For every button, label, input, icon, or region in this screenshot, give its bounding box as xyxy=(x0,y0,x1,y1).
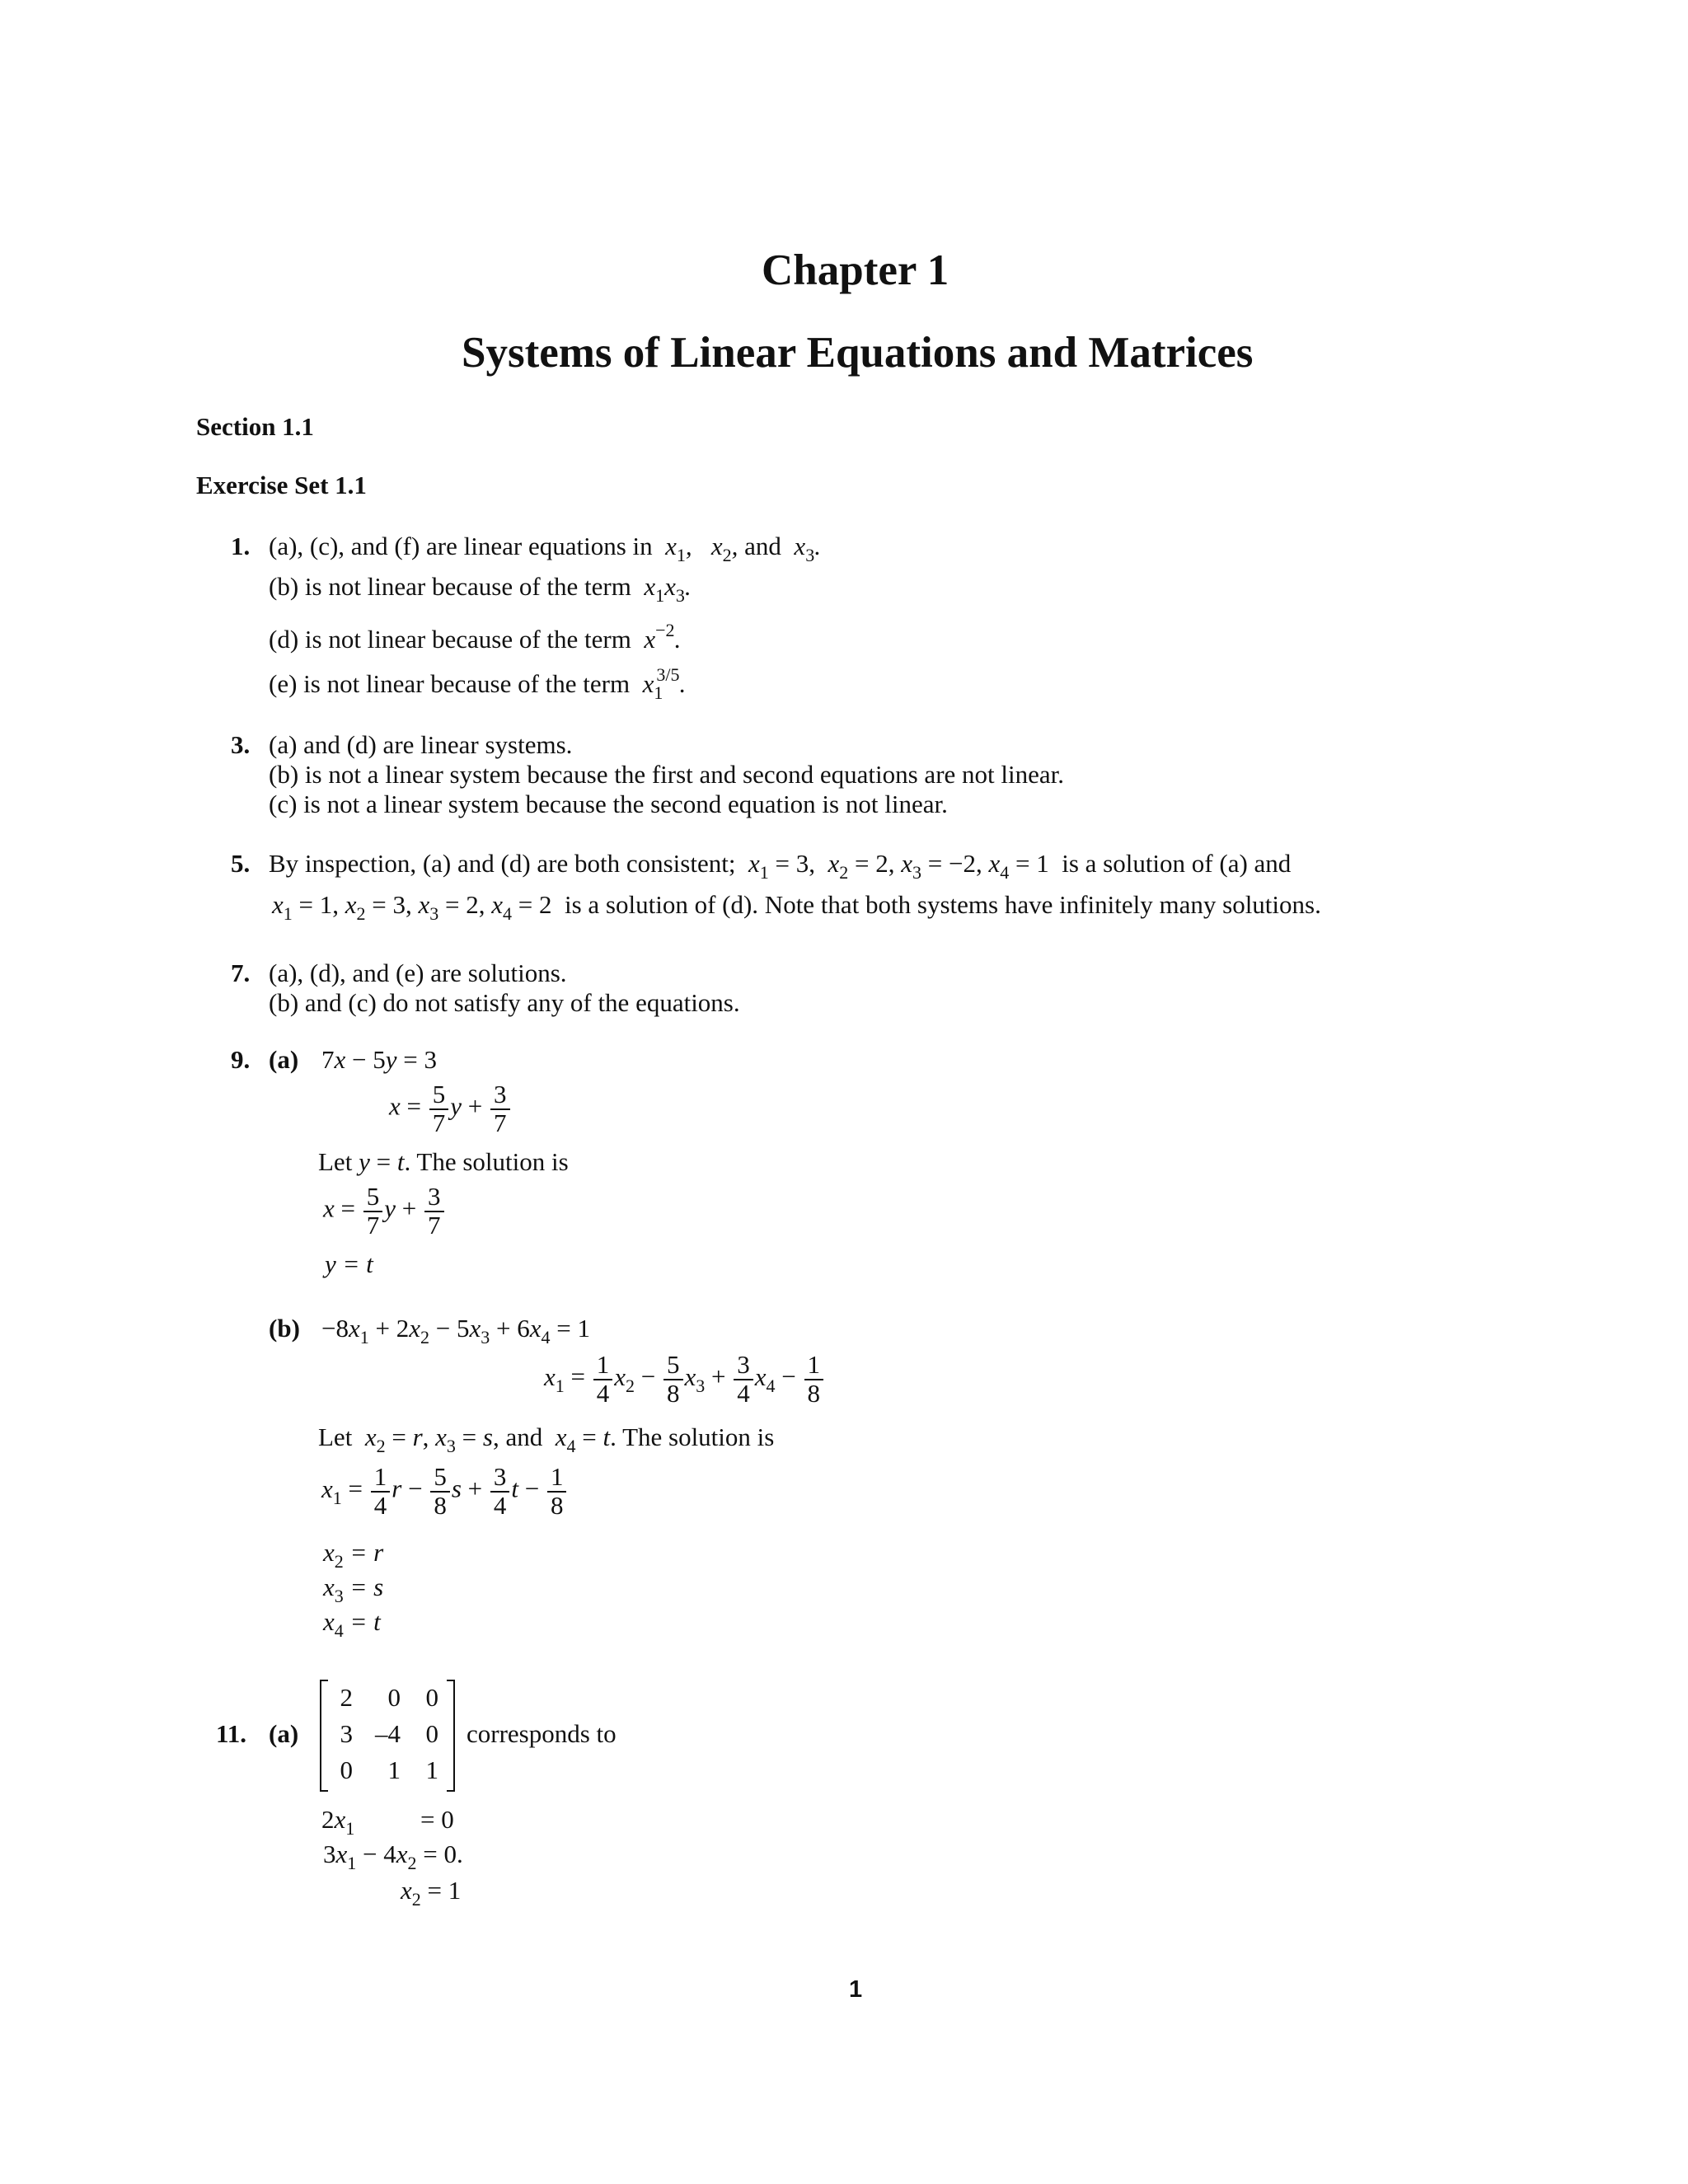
exercise-7-number: 7. xyxy=(231,958,251,987)
exercise-9b-solution-x4: $x_4 = t$ xyxy=(323,1607,381,1641)
exercise-11-number: 11. xyxy=(216,1719,247,1748)
exercise-9b-solution-x2: $x_2 = r$ xyxy=(323,1538,384,1572)
exercise-1-line-3: (d) is not linear because of the term $x^{-2}$. xyxy=(269,620,682,654)
matrix-cell: 3 xyxy=(340,1719,353,1748)
matrix-cell: 1 xyxy=(425,1755,438,1784)
exercise-set-heading: Exercise Set 1.1 xyxy=(196,471,367,499)
exercise-11a-label: (a) xyxy=(269,1719,299,1748)
exercise-9b-let: Let $x_2 = r$, $x_3 = s$, and $x_4 = t$. The solution is xyxy=(318,1422,775,1456)
exercise-9a-label: (a) xyxy=(269,1045,299,1074)
exercise-11a-eq-1: $2x_1$ xyxy=(321,1805,355,1839)
exercise-11a-eq-2: $3x_1 - 4x_2 = 0$. xyxy=(323,1840,463,1873)
exercise-11a-corresponds: corresponds to xyxy=(467,1719,617,1748)
exercise-9b-solved-x1: $x_1$ = $\frac{1}{4}$ $x_2$ − $\frac{5}{8}$ $x_3$ + $\frac{3}{4}$ $x_4$ − $\frac{1}{8}$ xyxy=(544,1352,825,1407)
matrix-cell: 0 xyxy=(340,1755,353,1784)
chapter-subtitle: Systems of Linear Equations and Matrices xyxy=(462,329,1254,377)
exercise-11a-eq-1-rhs: = 0 xyxy=(420,1805,454,1834)
exercise-9a-let: Let y = t. The solution is xyxy=(318,1147,569,1176)
exercise-9b-equation: $-8x_1 + 2x_2 - 5x_3 + 6x_4 = 1$ xyxy=(321,1314,590,1347)
chapter-title: Chapter 1 xyxy=(762,246,950,294)
matrix-cell: 1 xyxy=(387,1755,401,1784)
exercise-7-line-2: (b) and (c) do not satisfy any of the equations. xyxy=(269,988,740,1017)
exercise-11a-eq-3: $x_2 = 1$ xyxy=(401,1876,462,1910)
section-heading: Section 1.1 xyxy=(196,412,314,441)
exercise-1-line-1: (a), (c), and (f) are linear equations in $x_1$, $x_2$, and $x_3$. xyxy=(269,532,821,565)
exercise-9b-solution-x3: $x_3 = s$ xyxy=(323,1572,384,1606)
exercise-3-number: 3. xyxy=(231,730,251,759)
exercise-5-line-2: $x_1 = 1$, $x_2 = 3$, $x_3 = 2$, $x_4 = 2$ is a solution of (d). Note that both systems have infinitely many solutions. xyxy=(272,890,1321,924)
exercise-7-line-1: (a), (d), and (e) are solutions. xyxy=(269,958,567,987)
exercise-5-line-1: By inspection, (a) and (d) are both consistent; $x_1 = 3$, $x_2 = 2$, $x_3 = -2$, $x_4 = 1$ is a solution of (a) and xyxy=(269,849,1292,883)
exercise-1-line-4: (e) is not linear because of the term $x_1^{3/5}$. xyxy=(269,664,687,703)
exercise-3-line-2: (b) is not a linear system because the first and second equations are not linear. xyxy=(269,760,1064,789)
exercise-5-number: 5. xyxy=(231,849,251,878)
matrix-cell: –4 xyxy=(375,1719,401,1748)
exercise-9a-equation: 7x − 5y = 3 xyxy=(321,1045,437,1074)
exercise-9a-solution-x: x = $\frac{5}{7}$ y + $\frac{3}{7}$ xyxy=(323,1183,446,1239)
exercise-3-line-3: (c) is not a linear system because the second equation is not linear. xyxy=(269,790,948,818)
exercise-9b-solution-x1: $x_1$ = $\frac{1}{4}$ r − $\frac{5}{8}$ s + $\frac{3}{4}$ t − $\frac{1}{8}$ xyxy=(321,1464,568,1519)
matrix-cell: 0 xyxy=(425,1683,438,1712)
exercise-9b-label: (b) xyxy=(269,1314,300,1343)
matrix-cell: 0 xyxy=(425,1719,438,1748)
exercise-9a-solved-x: x = $\frac{5}{7}$ y + $\frac{3}{7}$ xyxy=(389,1081,512,1137)
exercise-1-line-2: (b) is not linear because of the term $x_1x_3$. xyxy=(269,572,692,606)
matrix-cell: 0 xyxy=(387,1683,401,1712)
exercise-11a-matrix xyxy=(320,1680,455,1792)
exercise-1-number: 1. xyxy=(231,532,251,560)
page-number: 1 xyxy=(849,1976,863,2003)
matrix-right-bracket xyxy=(447,1680,455,1792)
exercise-9a-solution-y: y = t xyxy=(325,1249,373,1278)
exercise-9-number: 9. xyxy=(231,1045,251,1074)
matrix-cell: 2 xyxy=(340,1683,353,1712)
exercise-3-line-1: (a) and (d) are linear systems. xyxy=(269,730,573,759)
